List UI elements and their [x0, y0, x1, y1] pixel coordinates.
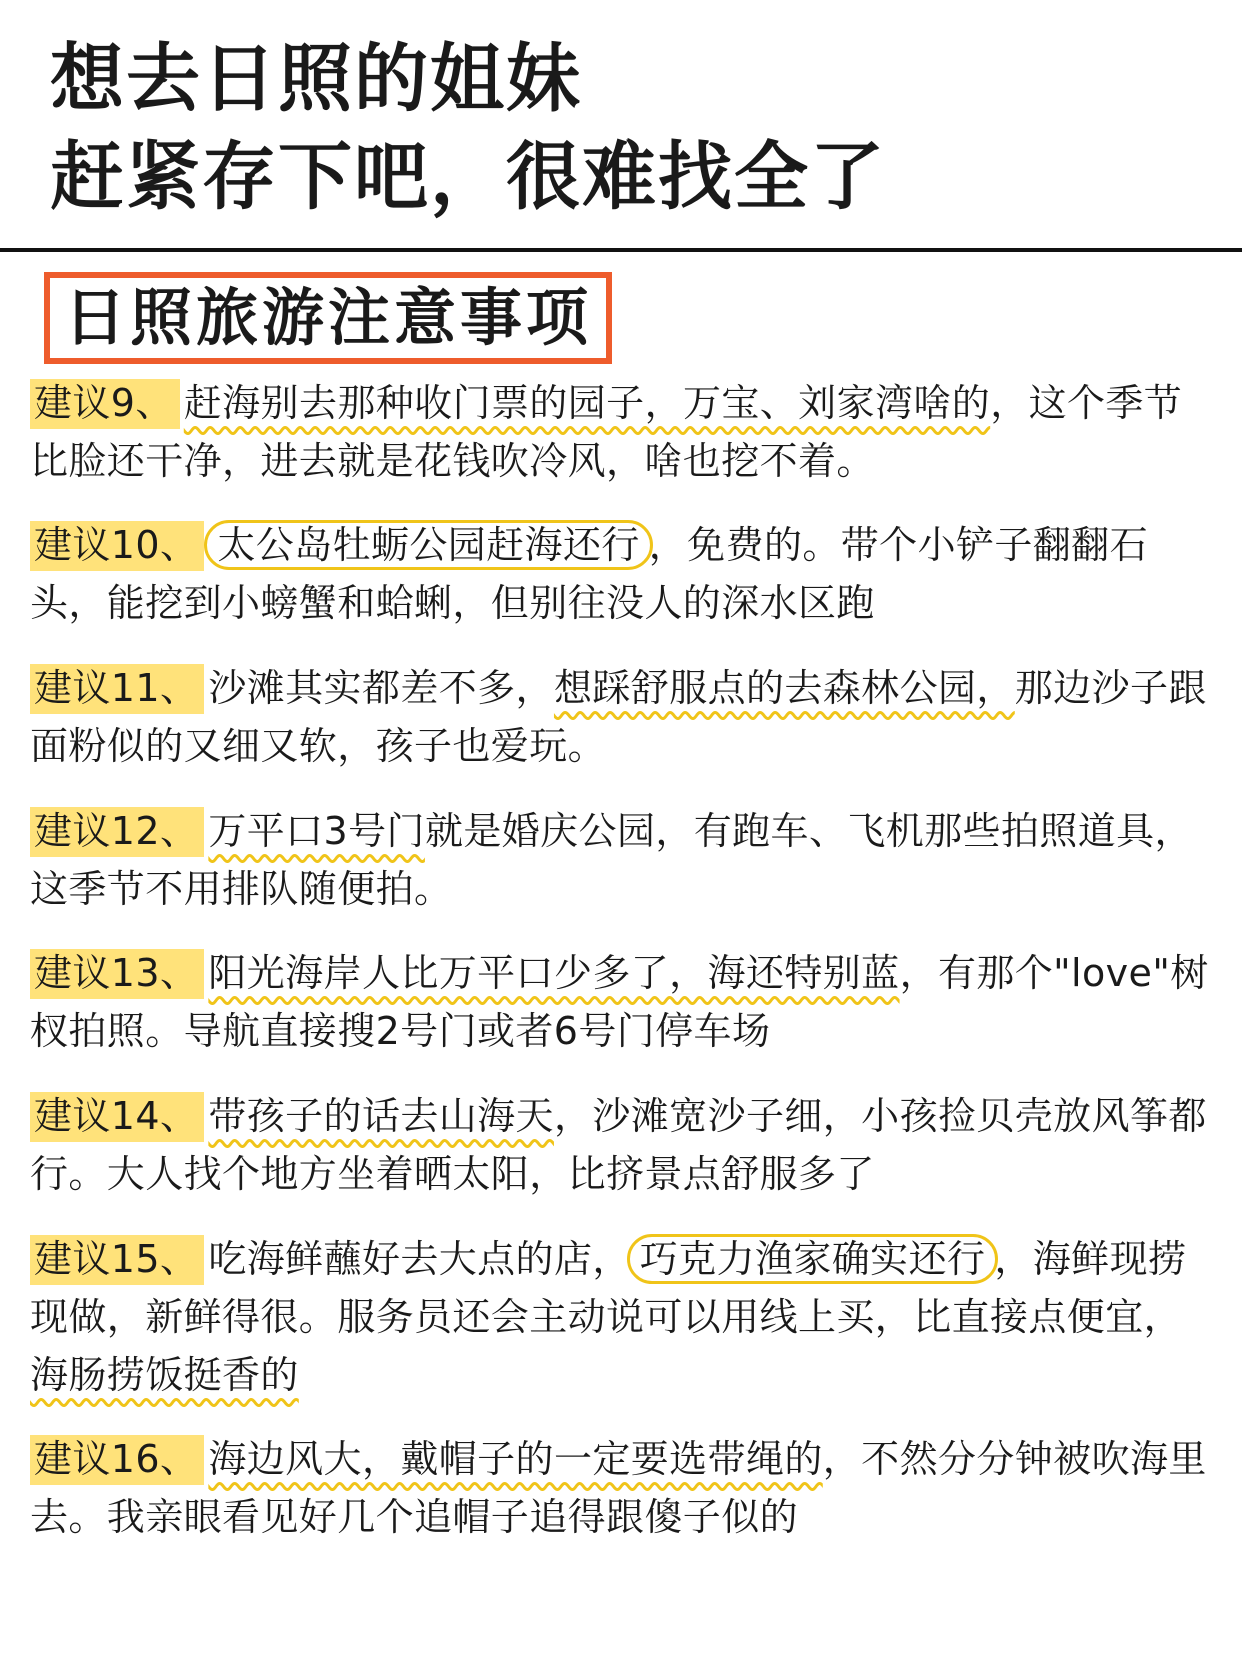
tip-text-segment: ，有那个"love"树杈拍照。导航直接搜2号门或者6号门停车场: [30, 951, 1209, 1053]
tip-text: [30, 1437, 1207, 1539]
tip-text-segment: 就是婚庆公园，有跑车、飞机那些拍照道具，这季节不用排队随便拍。: [30, 809, 1193, 911]
tip-label: 建议13、: [30, 949, 204, 999]
tip-label: 建议15、: [30, 1235, 204, 1285]
tip-text-segment: ，沙滩宽沙子细，小孩捡贝壳放风筝都行。大人找个地方坐着晒太阳，比挤景点舒服多了: [30, 1094, 1207, 1196]
underlined-highlight: 想踩舒服点的去森林公园，: [553, 666, 1015, 710]
tip-text-segment: 吃海鲜蘸好去大点的店，: [208, 1237, 631, 1281]
tip-item: [30, 1087, 1210, 1203]
underlined-highlight: 阳光海岸人比万平口少多了，海还特别蓝: [208, 951, 900, 995]
tip-text: [30, 1094, 1207, 1196]
tip-text-segment: ，海鲜现捞现做，新鲜得很。服务员还会主动说可以用线上买，比直接点便宜，: [30, 1237, 1187, 1339]
tip-item: [30, 516, 1210, 632]
tip-item: [30, 1430, 1210, 1546]
underlined-highlight: 带孩子的话去山海天: [208, 1094, 554, 1138]
tip-text-segment: ，免费的。带个小铲子翻翻石头，能挖到小螃蟹和蛤蜊，但别往没人的深水区跑: [30, 523, 1148, 625]
circled-highlight: 巧克力渔家确实还行: [627, 1234, 999, 1284]
section-title: 日照旅游注意事项: [63, 281, 592, 354]
tip-text-segment: ，这个季节比脸还干净，进去就是花钱吹冷风，啥也挖不着。: [30, 381, 1183, 483]
tip-label: 建议16、: [30, 1435, 204, 1485]
page-title-line-2: 赶紧存下吧，很难找全了: [50, 134, 886, 220]
tip-text: [30, 666, 1207, 768]
tip-label: 建议12、: [30, 807, 204, 857]
tip-text: [30, 809, 1193, 911]
page-title-line-1: 想去日照的姐妹: [50, 36, 582, 122]
tip-item: [30, 944, 1210, 1060]
underlined-highlight: 赶海别去那种收门票的园子，万宝、刘家湾啥的: [183, 381, 991, 425]
tip-item: [30, 1230, 1210, 1404]
tip-text-segment: 沙滩其实都差不多，: [208, 666, 554, 710]
tip-label: 建议10、: [30, 521, 204, 571]
tip-item: [30, 802, 1210, 918]
tip-label: 建议14、: [30, 1092, 204, 1142]
tip-text: [30, 381, 1182, 483]
underlined-highlight: 海边风大，戴帽子的一定要选带绳的: [208, 1437, 823, 1481]
tip-item: [30, 374, 1210, 490]
tip-label: 建议11、: [30, 664, 204, 714]
tip-text: [30, 951, 1209, 1053]
tip-label: 建议9、: [30, 379, 180, 429]
underlined-highlight: 海肠捞饭挺香的: [30, 1353, 299, 1397]
tip-item: [30, 659, 1210, 775]
underlined-highlight: 万平口3号门: [208, 809, 425, 853]
circled-highlight: 太公岛牡蛎公园赶海还行: [204, 520, 652, 570]
tip-text-segment: ，不然分分钟被吹海里去。我亲眼看见好几个追帽子追得跟傻子似的: [30, 1437, 1207, 1539]
tip-text-segment: 那边沙子跟面粉似的又细又软，孩子也爱玩。: [30, 666, 1207, 768]
